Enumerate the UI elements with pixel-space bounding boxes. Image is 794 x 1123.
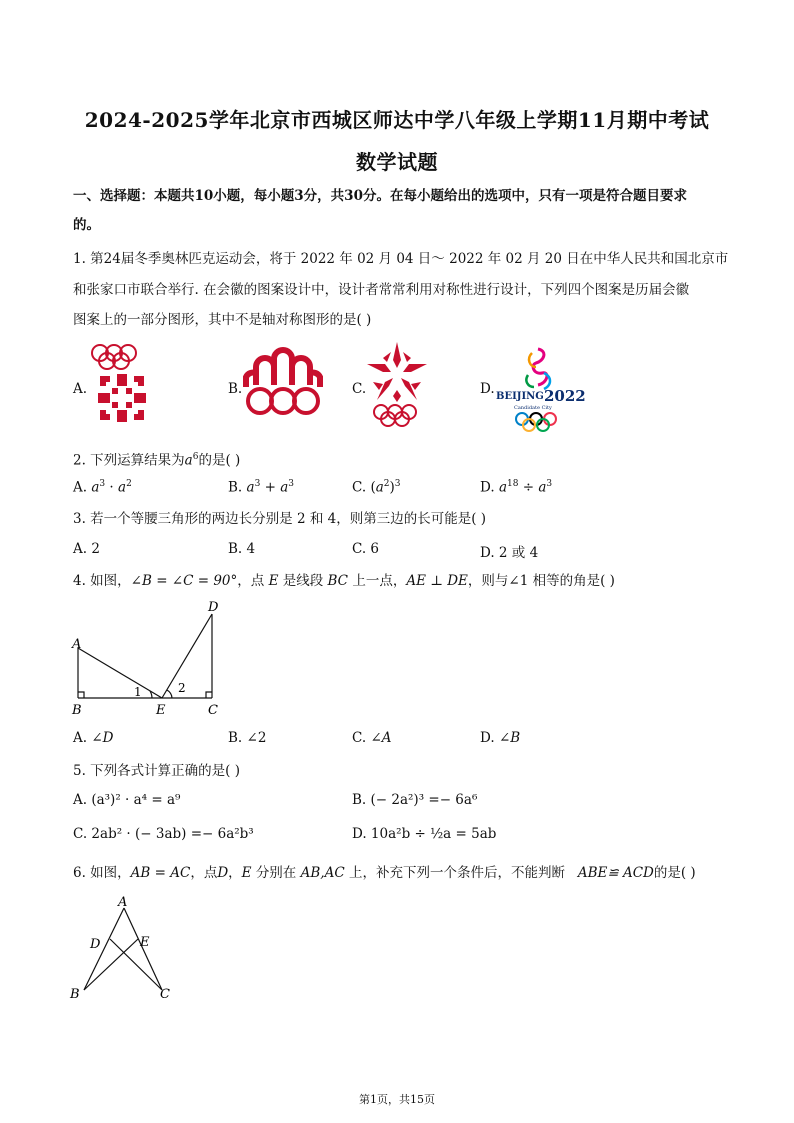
- right-angle-c: [206, 692, 212, 698]
- label-c: C: [160, 987, 170, 1002]
- q4-option-a: A. ∠D: [73, 730, 114, 746]
- label-b: B: [72, 703, 82, 718]
- logo-year-text: 2022: [544, 387, 586, 405]
- q2-option-a: A. $a^3 \cdot a^2$: [73, 479, 132, 496]
- section-heading: 一、选择题：本题共10小题，每小题3分，共30分。在每小题给出的选项中，只有一项是符合题目要求: [73, 188, 687, 204]
- segment-cd: [110, 939, 162, 990]
- q5-stem: 5. 下列各式计算正确的是( ): [73, 763, 240, 779]
- q2-option-b: B. $a^3 + a^3$: [228, 479, 295, 496]
- q4-option-b: B. ∠2: [228, 730, 267, 746]
- q2-option-d: D. $a^{18} \div a^3$: [480, 479, 553, 496]
- q5-option-b: B. (− 2a²)³ =− 6a⁶: [352, 792, 478, 808]
- q2-option-c: C. $(a^2)^3$: [352, 479, 401, 496]
- q1-option-d-label: D.: [480, 381, 495, 397]
- label-a: A: [118, 895, 128, 910]
- q1-option-b-label: B.: [228, 381, 243, 397]
- q5-option-d: D. 10a²b ÷ ½a = 5ab: [352, 826, 497, 842]
- label-e: E: [156, 703, 166, 718]
- q4-stem: 4. 如图，∠B = ∠C = 90°，点 E 是线段 BC 上一点，AE ⊥ DE，则与∠1 相等的角是( ): [73, 573, 615, 589]
- label-a: A: [72, 637, 82, 652]
- q3-option-a: A. 2: [73, 541, 100, 557]
- document-title: 2024-2025学年北京市西城区师达中学八年级上学期11月期中考试: [84, 108, 710, 132]
- label-c: C: [208, 703, 218, 718]
- label-d: D: [208, 600, 219, 615]
- segment-ae: [78, 648, 162, 698]
- q4-figure: [66, 596, 236, 720]
- document-subtitle: 数学试题: [356, 150, 438, 174]
- label-angle-1: 1: [134, 685, 142, 699]
- logo-sub-text: Candidate City: [514, 405, 552, 411]
- label-d: D: [90, 937, 101, 952]
- label-b: B: [70, 987, 80, 1002]
- q1-option-c-emblem: [364, 340, 430, 430]
- q3-stem: 3. 若一个等腰三角形的两边长分别是 2 和 4，则第三边的长可能是( ): [73, 511, 487, 527]
- angle-2-arc: [167, 690, 172, 698]
- right-angle-b: [78, 692, 84, 698]
- q3-option-b: B. 4: [228, 541, 256, 557]
- q1-option-a-label: A.: [73, 381, 88, 397]
- q4-option-d: D. ∠B: [480, 730, 521, 746]
- q1-line3: 图案上的一部分图形，其中不是轴对称图形的是( ): [73, 312, 372, 328]
- q3-option-c: C. 6: [352, 541, 380, 557]
- q2-stem: 2. 下列运算结果为$a^6$的是( ): [73, 452, 241, 469]
- q1-line1: 1. 第24届冬季奥林匹克运动会，将于 2022 年 02 月 04 日～ 2022 年 02 月 20 日在中华人民共和国北京市: [73, 251, 729, 267]
- q1-option-c-label: C.: [352, 381, 367, 397]
- q6-figure: [66, 894, 186, 1006]
- q1-option-a-emblem: [86, 340, 158, 426]
- q5-option-c: C. 2ab² · (− 3ab) =− 6a²b³: [73, 826, 254, 842]
- q1-option-b-emblem: [238, 345, 328, 423]
- q5-option-a: A. (a³)² · a⁴ = a⁹: [73, 792, 181, 808]
- logo-beijing-text: BEIJING: [496, 391, 544, 402]
- label-e: E: [140, 935, 150, 950]
- q3-option-d: D. 2 或 4: [480, 545, 539, 561]
- q4-option-c: C. ∠A: [352, 730, 392, 746]
- segment-de: [162, 614, 212, 698]
- page-footer: 第1页，共15页: [359, 1093, 435, 1106]
- section-heading-cont: 的。: [73, 217, 100, 233]
- q6-stem: 6. 如图，AB = AC，点D，E 分别在 AB,AC 上，补充下列一个条件后，不能判断 ABE≌ ACD的是( ): [73, 865, 696, 881]
- q1-line2: 和张家口市联合举行. 在会徽的图案设计中，设计者常常利用对称性进行设计，下列四个图案是历届会徽: [73, 282, 690, 298]
- q1-option-d-emblem: [492, 343, 588, 435]
- label-angle-2: 2: [178, 681, 186, 695]
